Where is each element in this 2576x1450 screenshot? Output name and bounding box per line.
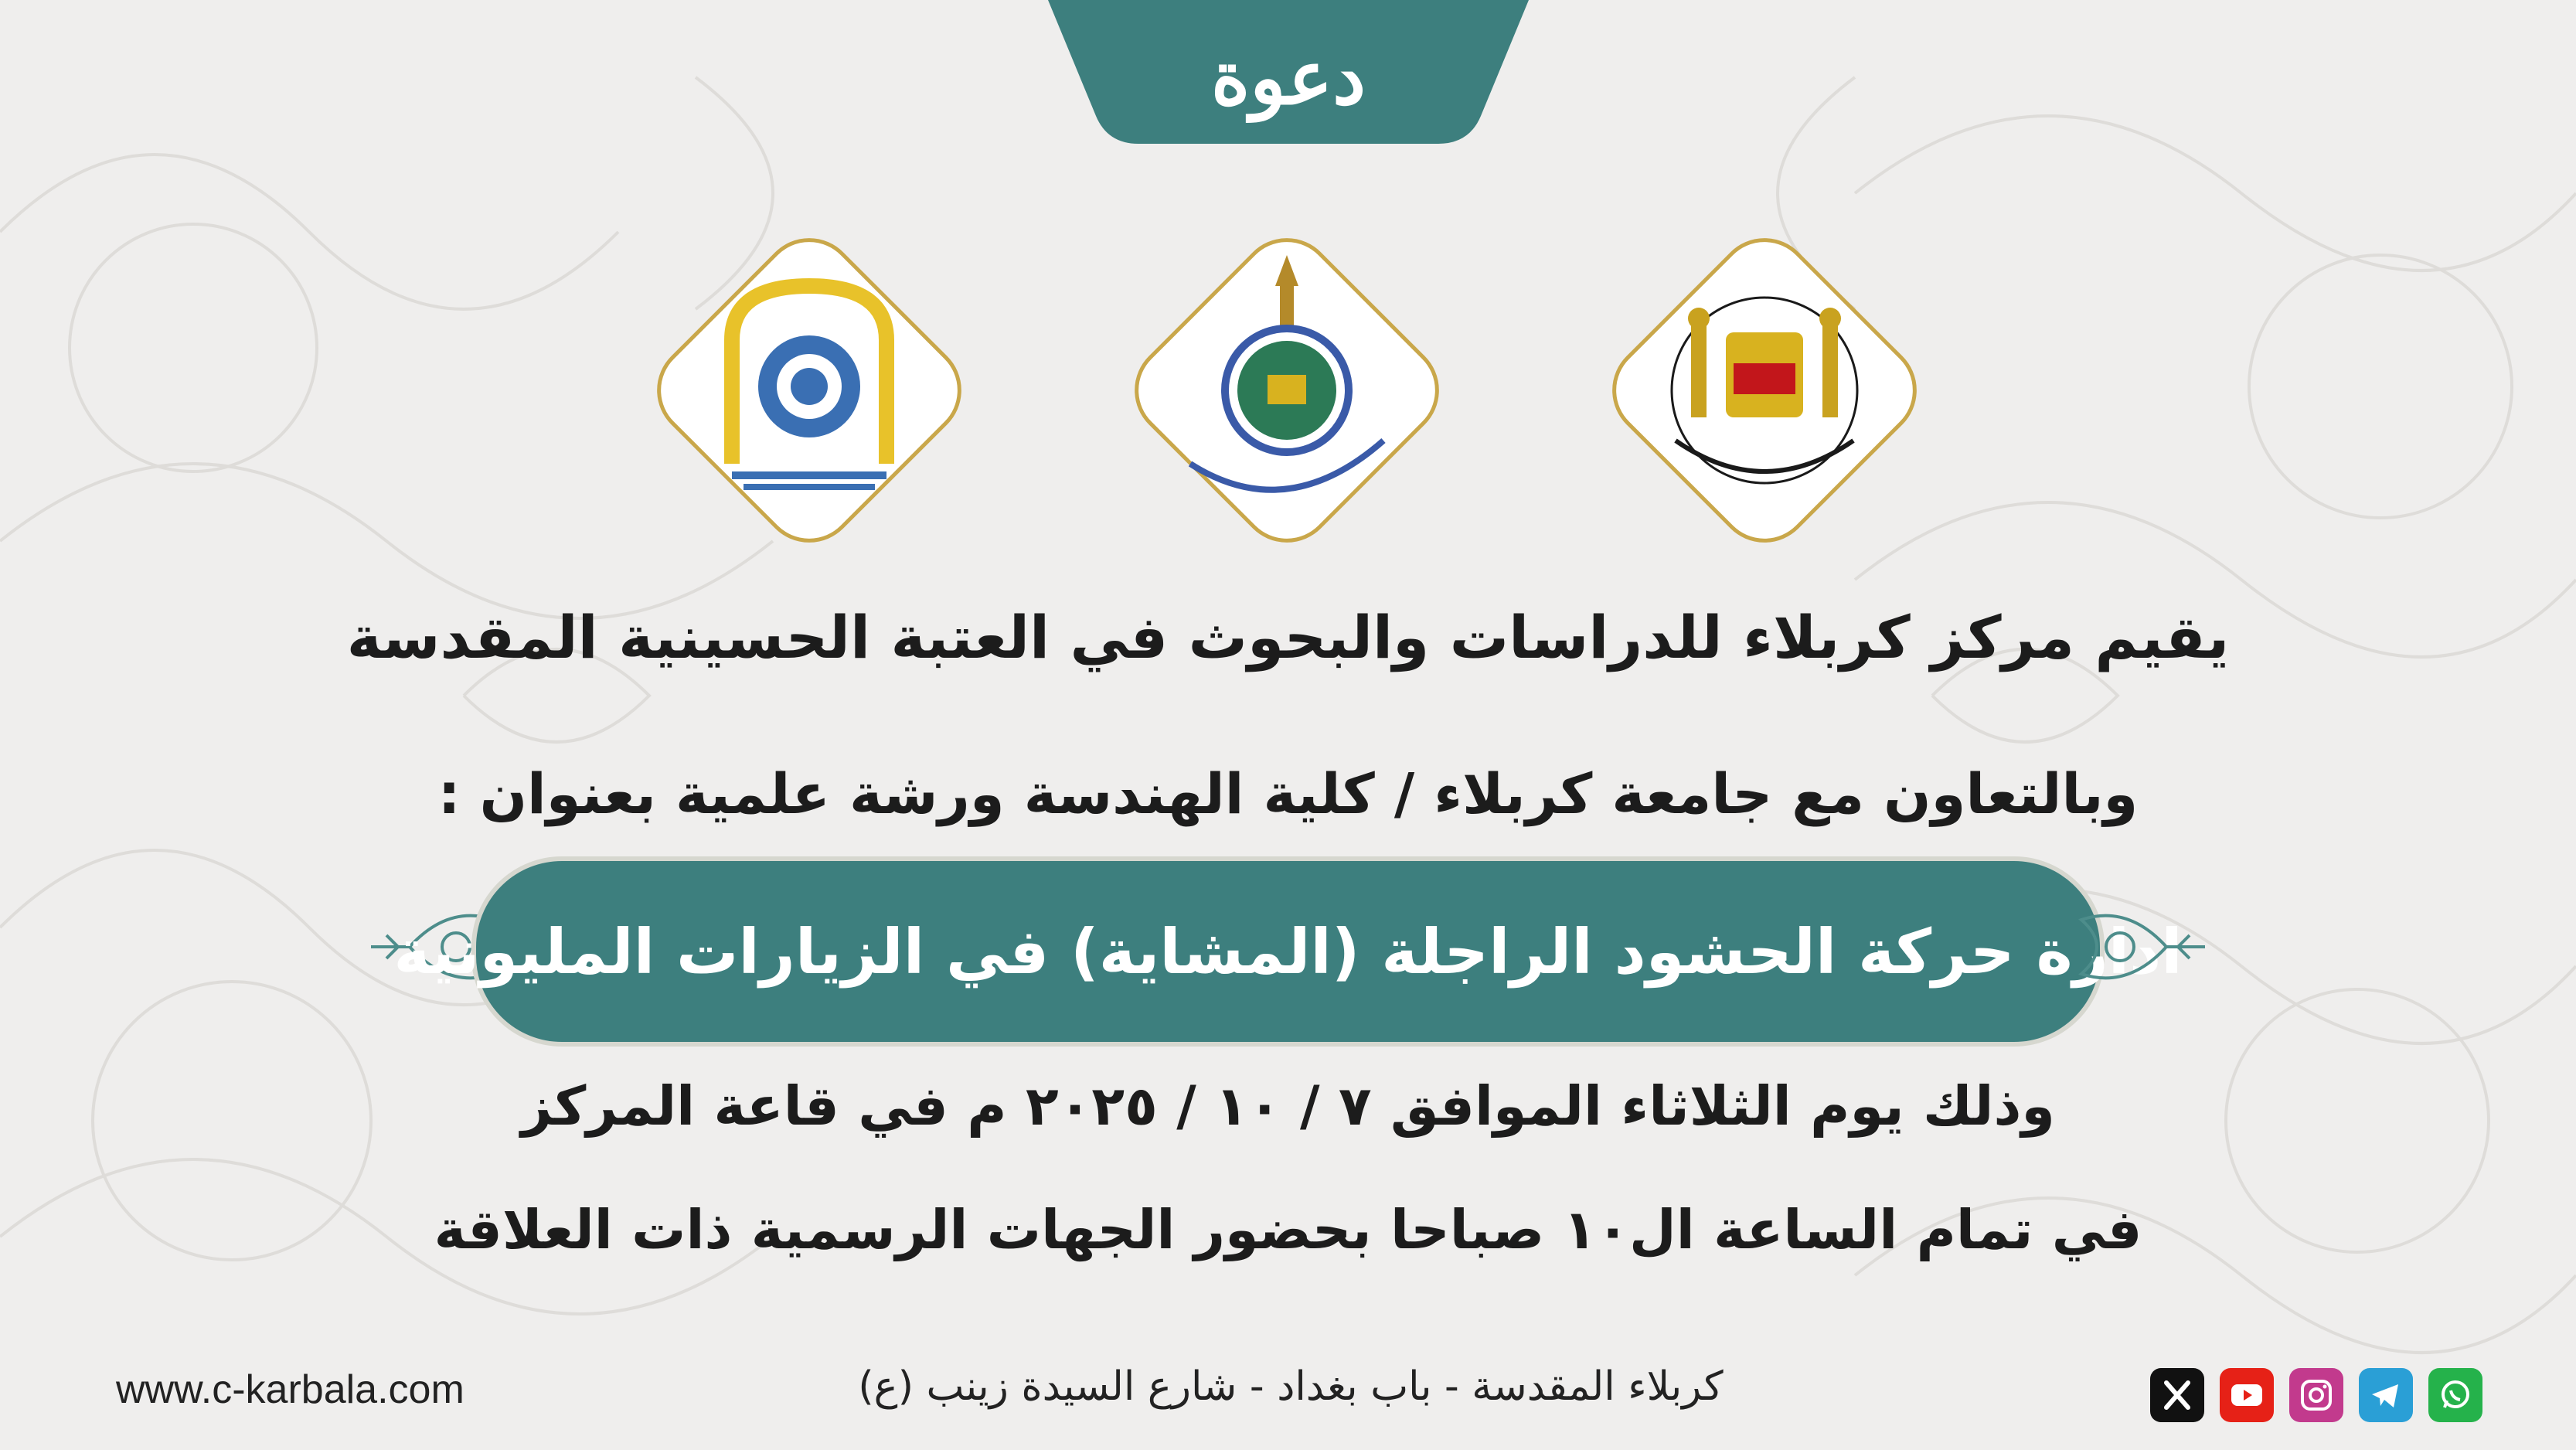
youtube-icon[interactable] (2220, 1368, 2274, 1422)
logo-karbala-center (1105, 209, 1468, 572)
cooperation-line: وبالتعاون مع جامعة كربلاء / كلية الهندسة ورشة علمية بعنوان : (437, 761, 2139, 826)
instagram-icon[interactable] (2289, 1368, 2343, 1422)
invitation-label: دعوة (1211, 34, 1366, 121)
date-venue-line: وذلك يوم الثلاثاء الموافق ٧ / ١٠ / ٢٠٢٥ م في قاعة المركز (521, 1074, 2055, 1138)
workshop-title-pill (393, 856, 2183, 1047)
invitation-tab (1048, 0, 1529, 144)
workshop-title: ادارة حركة الحشود الراجلة (المشاية) في الزيارات المليونية (393, 915, 2183, 988)
logo-karbala-university (628, 209, 991, 572)
time-attendance-line: في تمام الساعة ال١٠ صباحا بحضور الجهات الرسمية ذات العلاقة (434, 1198, 2142, 1261)
logo-holy-shrine (1583, 209, 1946, 572)
telegram-icon[interactable] (2359, 1368, 2413, 1422)
website-link[interactable]: www.c-karbala.com (116, 1367, 464, 1412)
x-icon[interactable] (2150, 1368, 2204, 1422)
ornament-right-icon (2058, 889, 2213, 1005)
intro-line: يقيم مركز كربلاء للدراسات والبحوث في العتبة الحسينية المقدسة (346, 603, 2230, 672)
address-text: كربلاء المقدسة - باب بغداد - شارع السيدة زينب (ع) (858, 1363, 1724, 1410)
social-icons (2150, 1368, 2482, 1422)
workshop-title-banner (363, 850, 2213, 1043)
whatsapp-icon[interactable] (2428, 1368, 2482, 1422)
